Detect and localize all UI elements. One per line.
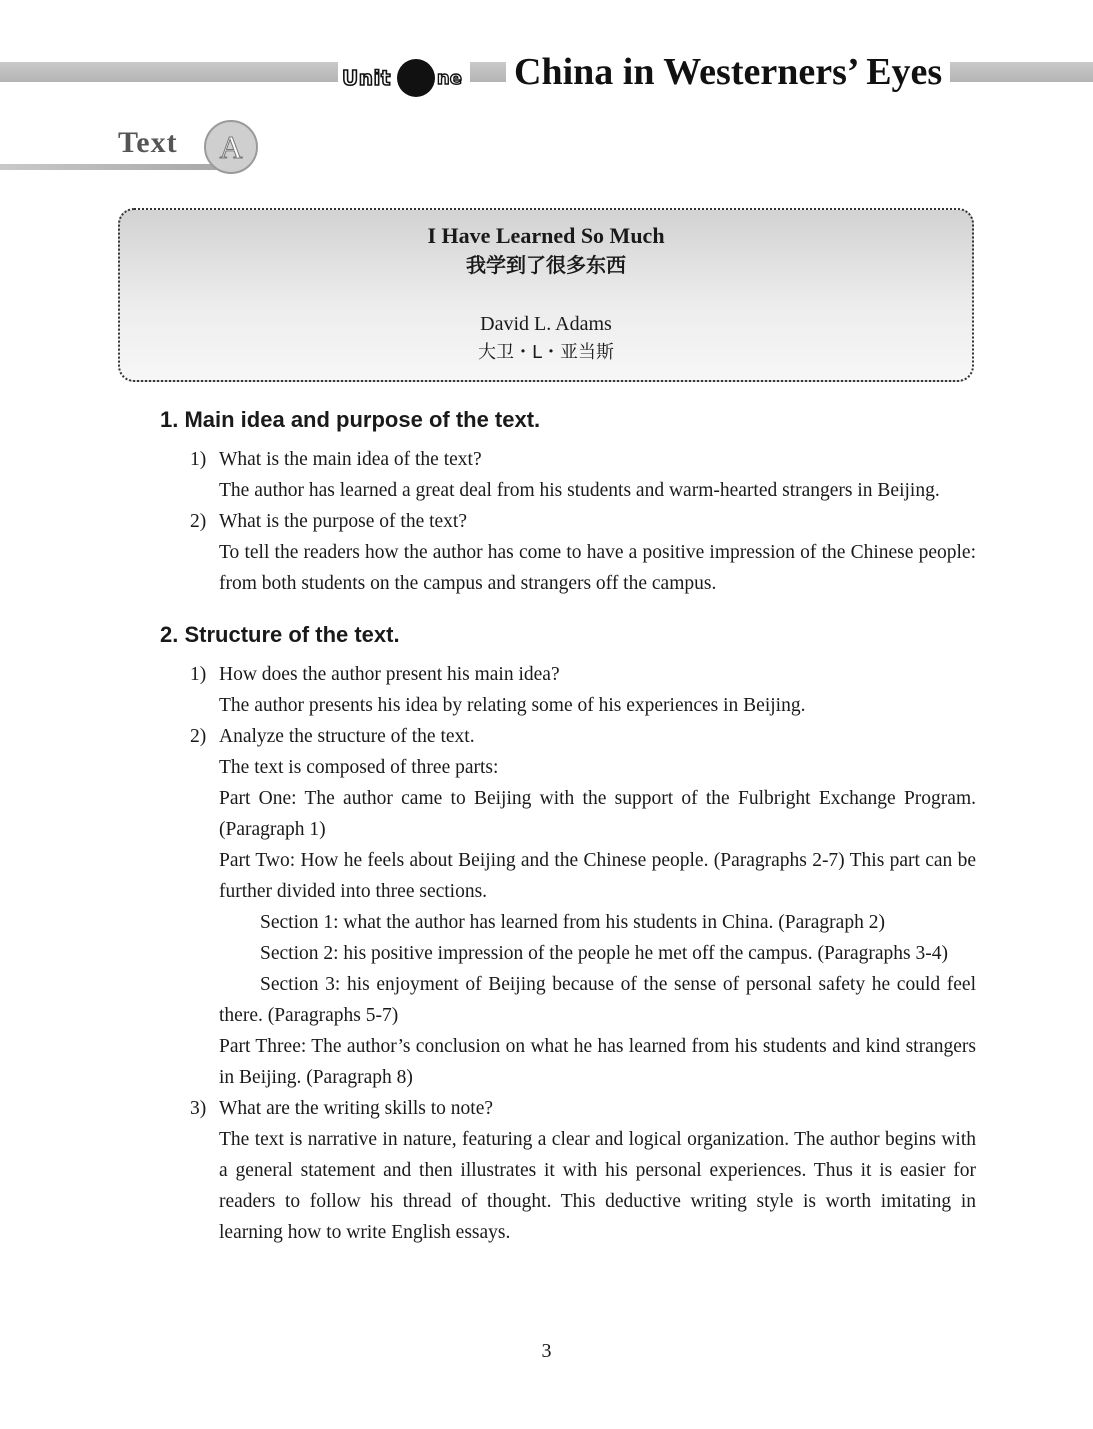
answer-text: The author presents his idea by relating some of his experiences in Beijing.: [219, 695, 806, 716]
answer-text: The author has learned a great deal from his students and warm-hearted strangers in Beijing.: [219, 480, 940, 501]
article-author: David L. Adams: [480, 313, 612, 335]
question-text: What is the main idea of the text?: [219, 449, 482, 470]
question-number: 2): [190, 726, 207, 747]
article-title: I Have Learned So Much: [427, 223, 665, 248]
answer-text: To tell the readers how the author has come to have a positive impression of the Chinese people: from both students on the campus and strangers off the campus.: [219, 542, 976, 594]
section-heading-main-idea: 1. Main idea and purpose of the text.: [160, 407, 541, 432]
unit-title: China in Westerners’ Eyes: [506, 48, 950, 96]
question-number: 1): [190, 449, 207, 470]
question-text: What is the purpose of the text?: [219, 511, 468, 532]
question-text: How does the author present his main idea?: [219, 664, 560, 685]
question-text: Analyze the structure of the text.: [219, 726, 475, 747]
article-title-box: [118, 208, 974, 382]
page-number: 3: [541, 1340, 552, 1362]
question-number: 1): [190, 664, 207, 685]
answer-part-one: Part One: The author came to Beijing with the support of the Fulbright Exchange Program. (Paragraph 1): [219, 788, 976, 840]
unit-number-rest: ne: [436, 67, 462, 89]
question: [160, 1093, 976, 1124]
answer-section-two: Section 2: his positive impression of the people he met off the campus. (Paragraphs 3-4): [260, 943, 948, 964]
question: [160, 721, 976, 752]
question: [160, 506, 976, 537]
question: [160, 659, 976, 690]
answer-text: The text is narrative in nature, featuring a clear and logical organization. The author begins with a general statement and then illustrates it with his personal experiences. Thus it is easier for readers to follow his thread of thought. This deductive writing style is worth imitating in learning how to write English essays.: [219, 1129, 976, 1243]
question-text: What are the writing skills to note?: [219, 1098, 494, 1119]
answer-part-two: Part Two: How he feels about Beijing and the Chinese people. (Paragraphs 2-7) This part can be further divided into three sections.: [219, 850, 976, 902]
main-content: [160, 404, 976, 1248]
question: [160, 444, 976, 475]
section-heading-structure: 2. Structure of the text.: [160, 622, 400, 647]
question-number: 2): [190, 511, 207, 532]
text-label-line: [0, 164, 220, 170]
answer-intro: The text is composed of three parts:: [219, 757, 499, 778]
text-label-word: Text: [118, 126, 178, 159]
unit-number-circle: [397, 59, 435, 97]
text-label-letter: A: [204, 120, 258, 174]
unit-label: [338, 58, 470, 98]
answer-section-one: Section 1: what the author has learned from his students in China. (Paragraph 2): [260, 912, 885, 933]
article-title-cn: 我学到了很多东西: [466, 253, 626, 277]
answer-section-three: Section 3: his enjoyment of Beijing because of the sense of personal safety he could feel there. (Paragraphs 5-7): [219, 974, 976, 1026]
unit-word: Unit: [342, 66, 391, 90]
question-number: 3): [190, 1098, 207, 1119]
answer-part-three: Part Three: The author’s conclusion on what he has learned from his students and kind strangers in Beijing. (Paragraph 8): [219, 1036, 976, 1088]
article-author-cn: 大卫・L・亚当斯: [477, 342, 615, 363]
